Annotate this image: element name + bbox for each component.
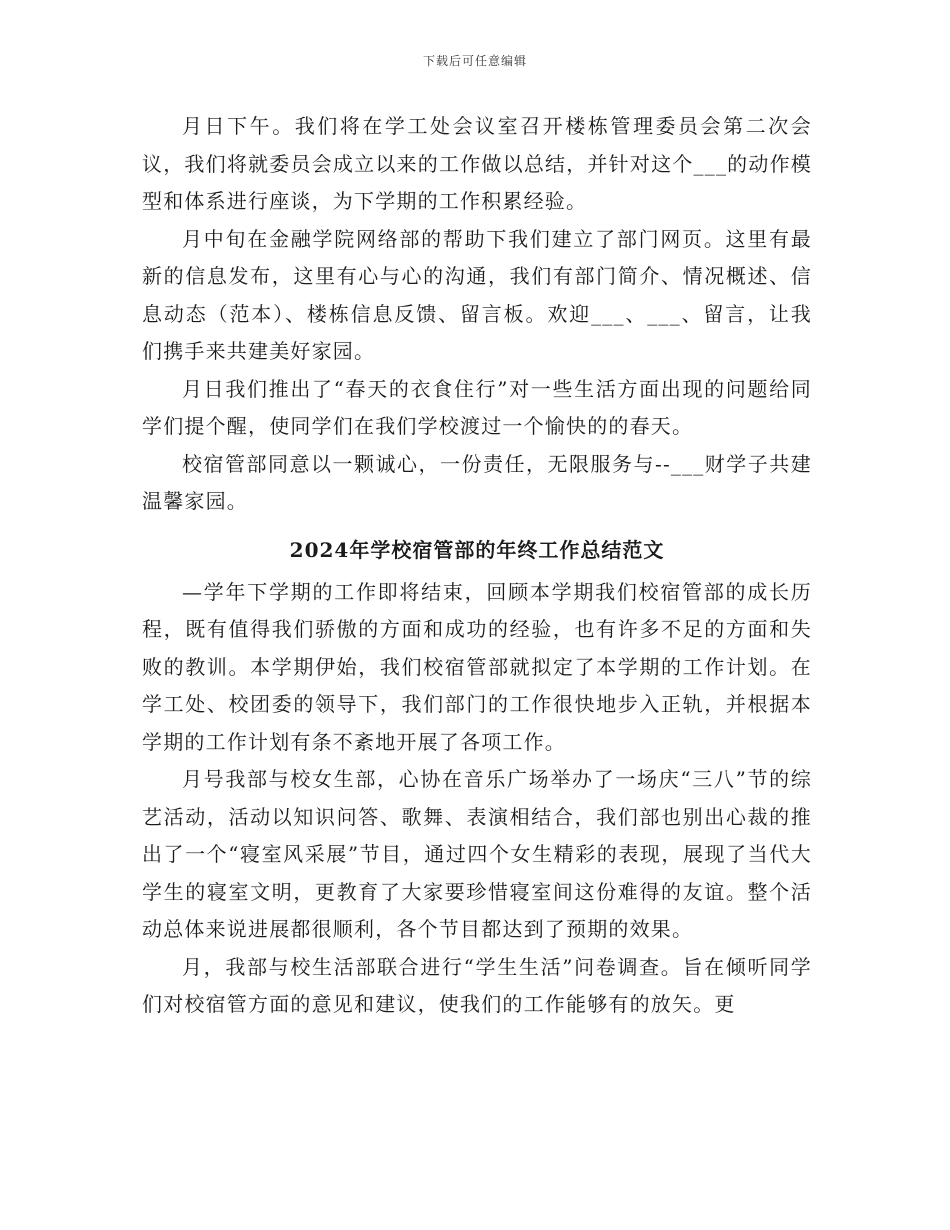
paragraph-commitment: 校宿管部同意以一颗诚心，一份责任，无限服务与--___财学子共建温馨家园。 — [142, 451, 812, 513]
paragraph-womens-day: 月号我部与校女生部，心协在音乐广场举办了一场庆“三八”节的综艺活动，活动以知识问答、歌舞、表演相结合，我们部也别出心裁的推出了一个“寝室风采展”节目，通过四个女生精彩的表现，展现了当代大学生的寝室文明，更教育了大家要珍惜寝室间这份难得的友谊。整个活动总体来说进展都很顺利，各个节目都达到了预期的效果。 — [142, 767, 812, 941]
paragraph-webpage: 月中旬在金融学院网络部的帮助下我们建立了部门网页。这里有最新的信息发布，这里有心与心的沟通，我们有部门简介、情况概述、信息动态（范本）、楼栋信息反馈、留言板。欢迎___、___、留言，让我们携手来共建美好家园。 — [142, 226, 812, 363]
paragraph-survey: 月，我部与校生活部联合进行“学生生活”问卷调查。旨在倾听同学们对校宿管方面的意见和建议，使我们的工作能够有的放矢。更 — [142, 954, 812, 1016]
paragraph-review: —学年下学期的工作即将结束，回顾本学期我们校宿管部的成长历程，既有值得我们骄傲的方面和成功的经验，也有许多不足的方面和失败的教训。本学期伊始，我们校宿管部就拟定了本学期的工作计划。在学工处、校团委的领导下，我们部门的工作很快地步入正轨，并根据本学期的工作计划有条不紊地开展了各项工作。 — [142, 579, 812, 754]
paragraph-meeting: 月日下午。我们将在学工处会议室召开楼栋管理委员会第二次会议，我们将就委员会成立以来的工作做以总结，并针对这个___的动作模型和体系进行座谈，为下学期的工作积累经验。 — [142, 114, 812, 213]
page-header-note: 下载后可任意编辑 — [422, 54, 527, 68]
section-title: 2024年学校宿管部的年终工作总结范文 — [289, 537, 665, 562]
document-body — [142, 108, 812, 1024]
paragraph-spring: 月日我们推出了“春天的衣食住行”对一些生活方面出现的问题给同学们提个醒，使同学们在我们学校渡过一个愉快的的春天。 — [142, 376, 812, 438]
